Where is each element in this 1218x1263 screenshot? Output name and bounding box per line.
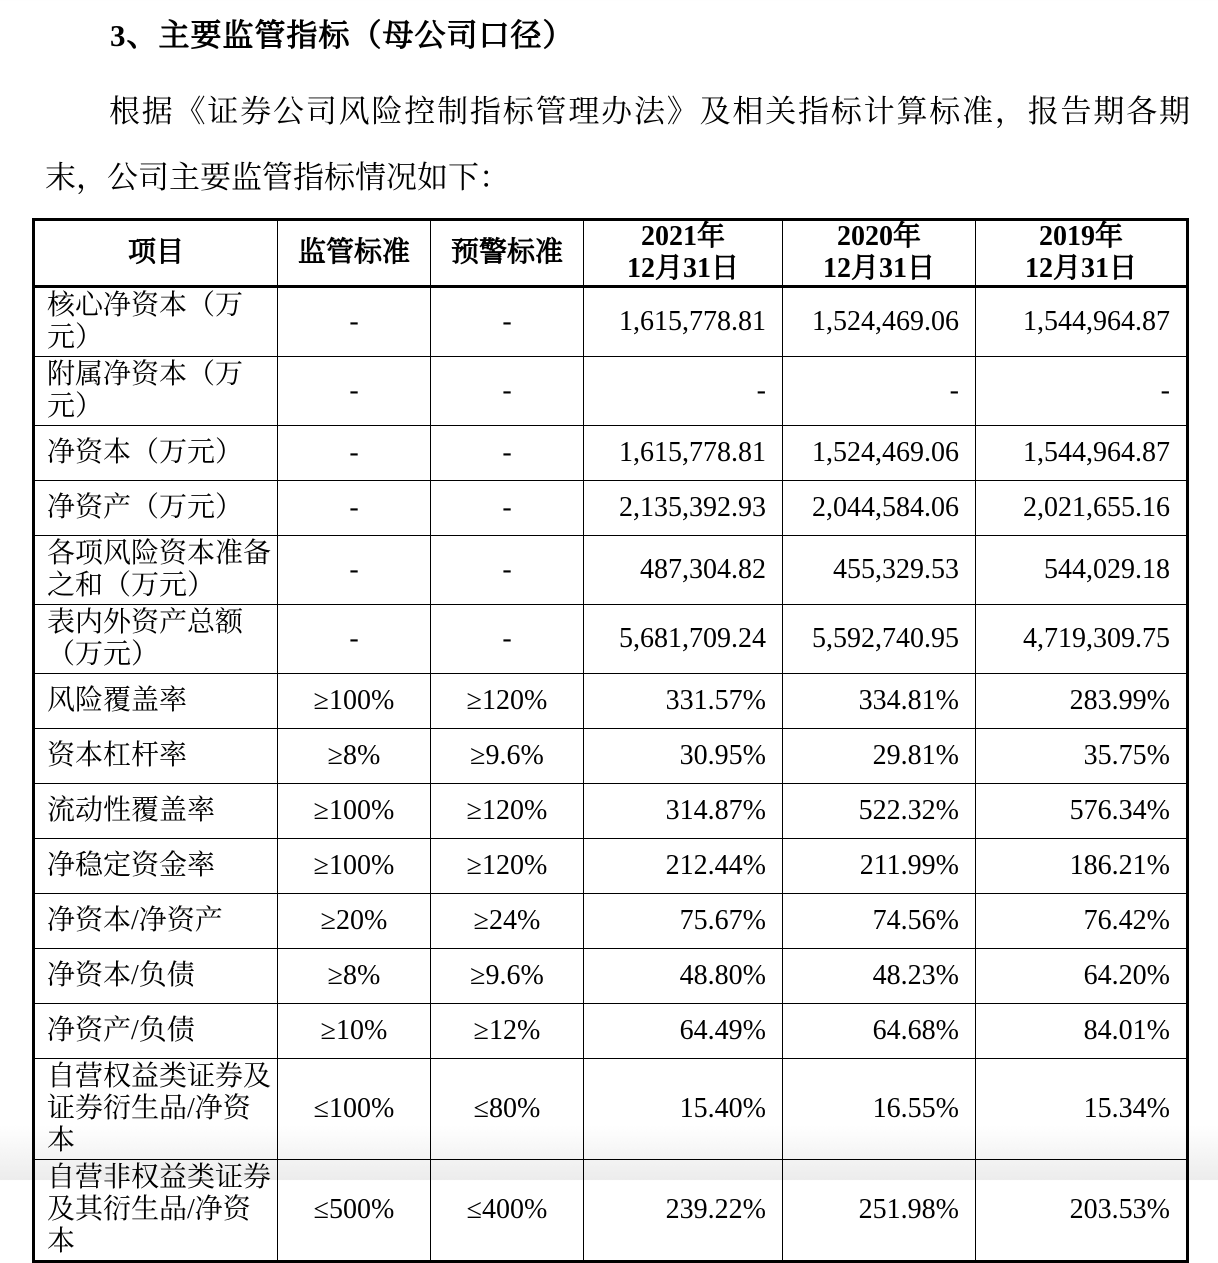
date-monthday: 12月31日 — [1024, 253, 1137, 284]
indicator-value-cell: 4,719,309.75 — [976, 605, 1188, 674]
table-row — [34, 839, 1188, 894]
indicator-value-cell: - — [783, 357, 976, 426]
indicator-value-cell: - — [278, 605, 431, 674]
indicator-name-cell: 净资本/负债 — [34, 949, 278, 1004]
indicator-name-cell: 净资本/净资产 — [34, 894, 278, 949]
indicator-value-cell: 64.68% — [783, 1004, 976, 1059]
indicator-value-cell: 1,524,469.06 — [783, 426, 976, 481]
indicator-value-cell: ≥12% — [431, 1004, 584, 1059]
date-monthday: 12月31日 — [626, 253, 739, 284]
indicator-value-cell: 212.44% — [584, 839, 783, 894]
indicator-value-cell: 1,524,469.06 — [783, 287, 976, 357]
section-title: 3、主要监管指标（母公司口径） — [110, 18, 575, 53]
date-year: 2021年 — [640, 221, 725, 252]
indicator-name-cell: 流动性覆盖率 — [34, 784, 278, 839]
table-row — [34, 1160, 1188, 1262]
table-row — [34, 784, 1188, 839]
table-row — [34, 481, 1188, 536]
indicator-value-cell: 29.81% — [783, 729, 976, 784]
indicator-name-cell: 资本杠杆率 — [34, 729, 278, 784]
indicator-value-cell: 84.01% — [976, 1004, 1188, 1059]
table-row — [34, 426, 1188, 481]
indicator-value-cell: ≥9.6% — [431, 729, 584, 784]
indicator-name-cell: 净稳定资金率 — [34, 839, 278, 894]
indicator-value-cell: - — [278, 426, 431, 481]
column-header-date-2020 — [783, 220, 976, 287]
indicator-name-cell: 净资产/负债 — [34, 1004, 278, 1059]
indicator-value-cell: 1,615,778.81 — [584, 287, 783, 357]
indicator-value-cell: 64.49% — [584, 1004, 783, 1059]
indicator-value-cell: ≥120% — [431, 674, 584, 729]
table-row — [34, 357, 1188, 426]
indicator-value-cell: - — [431, 357, 584, 426]
indicator-value-cell: 1,544,964.87 — [976, 426, 1188, 481]
table-row — [34, 1059, 1188, 1160]
column-header-regulatory-standard: 监管标准 — [278, 220, 431, 287]
indicator-value-cell: - — [278, 481, 431, 536]
indicator-value-cell: - — [431, 605, 584, 674]
column-header-warning-standard: 预警标准 — [431, 220, 584, 287]
indicator-value-cell: 15.34% — [976, 1059, 1188, 1160]
indicator-value-cell: 64.20% — [976, 949, 1188, 1004]
indicator-value-cell: 203.53% — [976, 1160, 1188, 1262]
indicator-value-cell: 15.40% — [584, 1059, 783, 1160]
indicator-value-cell: 48.80% — [584, 949, 783, 1004]
indicator-name-cell: 净资本（万元） — [34, 426, 278, 481]
indicator-value-cell: - — [431, 287, 584, 357]
indicator-value-cell: ≥24% — [431, 894, 584, 949]
indicator-value-cell: ≥120% — [431, 839, 584, 894]
table-row — [34, 894, 1188, 949]
table-row — [34, 729, 1188, 784]
indicator-name-cell: 净资产（万元） — [34, 481, 278, 536]
table-row — [34, 287, 1188, 357]
indicator-name-cell: 风险覆盖率 — [34, 674, 278, 729]
regulatory-indicators-table — [32, 218, 1189, 1263]
indicator-value-cell: - — [584, 357, 783, 426]
indicator-value-cell: 251.98% — [783, 1160, 976, 1262]
indicator-value-cell: ≤400% — [431, 1160, 584, 1262]
indicator-name-cell: 表内外资产总额（万元） — [34, 605, 278, 674]
indicator-value-cell: 576.34% — [976, 784, 1188, 839]
indicator-value-cell: ≤80% — [431, 1059, 584, 1160]
date-year: 2019年 — [1038, 221, 1123, 252]
column-header-item: 项目 — [34, 220, 278, 287]
indicator-value-cell: ≤100% — [278, 1059, 431, 1160]
indicator-value-cell: ≤500% — [278, 1160, 431, 1262]
indicator-value-cell: ≥100% — [278, 784, 431, 839]
indicator-value-cell: 487,304.82 — [584, 536, 783, 605]
indicator-name-cell: 各项风险资本准备之和（万元） — [34, 536, 278, 605]
indicator-value-cell: - — [431, 426, 584, 481]
indicator-value-cell: 2,021,655.16 — [976, 481, 1188, 536]
indicator-value-cell: 74.56% — [783, 894, 976, 949]
indicator-value-cell: 334.81% — [783, 674, 976, 729]
date-monthday: 12月31日 — [822, 253, 935, 284]
table-row — [34, 674, 1188, 729]
table-row — [34, 949, 1188, 1004]
indicator-value-cell: 314.87% — [584, 784, 783, 839]
intro-paragraph: 根据《证券公司风险控制指标管理办法》及相关指标计算标准，报告期各期末，公司主要监管指标情况如下： — [45, 94, 1190, 195]
indicator-value-cell: 48.23% — [783, 949, 976, 1004]
table-body — [34, 287, 1188, 1262]
indicator-value-cell: 239.22% — [584, 1160, 783, 1262]
indicator-value-cell: 5,592,740.95 — [783, 605, 976, 674]
table-row — [34, 605, 1188, 674]
indicator-value-cell: ≥10% — [278, 1004, 431, 1059]
indicator-value-cell: 544,029.18 — [976, 536, 1188, 605]
indicator-value-cell: 35.75% — [976, 729, 1188, 784]
indicator-value-cell: ≥9.6% — [431, 949, 584, 1004]
indicator-value-cell: - — [431, 536, 584, 605]
indicator-value-cell: 30.95% — [584, 729, 783, 784]
indicator-value-cell: 1,544,964.87 — [976, 287, 1188, 357]
indicator-value-cell: 522.32% — [783, 784, 976, 839]
indicator-value-cell: ≥100% — [278, 674, 431, 729]
indicator-name-cell: 附属净资本（万元） — [34, 357, 278, 426]
indicator-value-cell: ≥120% — [431, 784, 584, 839]
table-row — [34, 536, 1188, 605]
indicator-value-cell: ≥8% — [278, 949, 431, 1004]
indicator-value-cell: - — [278, 287, 431, 357]
indicator-name-cell: 自营非权益类证券及其衍生品/净资本 — [34, 1160, 278, 1262]
indicator-value-cell: 211.99% — [783, 839, 976, 894]
date-year: 2020年 — [836, 221, 921, 252]
indicator-value-cell: - — [976, 357, 1188, 426]
indicator-value-cell: - — [278, 357, 431, 426]
indicator-value-cell: 16.55% — [783, 1059, 976, 1160]
indicator-value-cell: 5,681,709.24 — [584, 605, 783, 674]
indicator-value-cell: - — [431, 481, 584, 536]
column-header-date-2019 — [976, 220, 1188, 287]
table-header-row — [34, 220, 1188, 287]
indicator-name-cell: 自营权益类证券及证券衍生品/净资本 — [34, 1059, 278, 1160]
indicator-value-cell: 2,135,392.93 — [584, 481, 783, 536]
indicator-name-cell: 核心净资本（万元） — [34, 287, 278, 357]
indicator-value-cell: ≥20% — [278, 894, 431, 949]
indicator-value-cell: 76.42% — [976, 894, 1188, 949]
table-row — [34, 1004, 1188, 1059]
indicator-value-cell: ≥8% — [278, 729, 431, 784]
indicator-value-cell: 1,615,778.81 — [584, 426, 783, 481]
indicator-value-cell: 283.99% — [976, 674, 1188, 729]
column-header-date-2021 — [584, 220, 783, 287]
indicator-value-cell: 331.57% — [584, 674, 783, 729]
indicator-value-cell: 2,044,584.06 — [783, 481, 976, 536]
indicator-value-cell: 75.67% — [584, 894, 783, 949]
indicator-value-cell: 455,329.53 — [783, 536, 976, 605]
indicator-value-cell: 186.21% — [976, 839, 1188, 894]
indicator-value-cell: - — [278, 536, 431, 605]
indicator-value-cell: ≥100% — [278, 839, 431, 894]
